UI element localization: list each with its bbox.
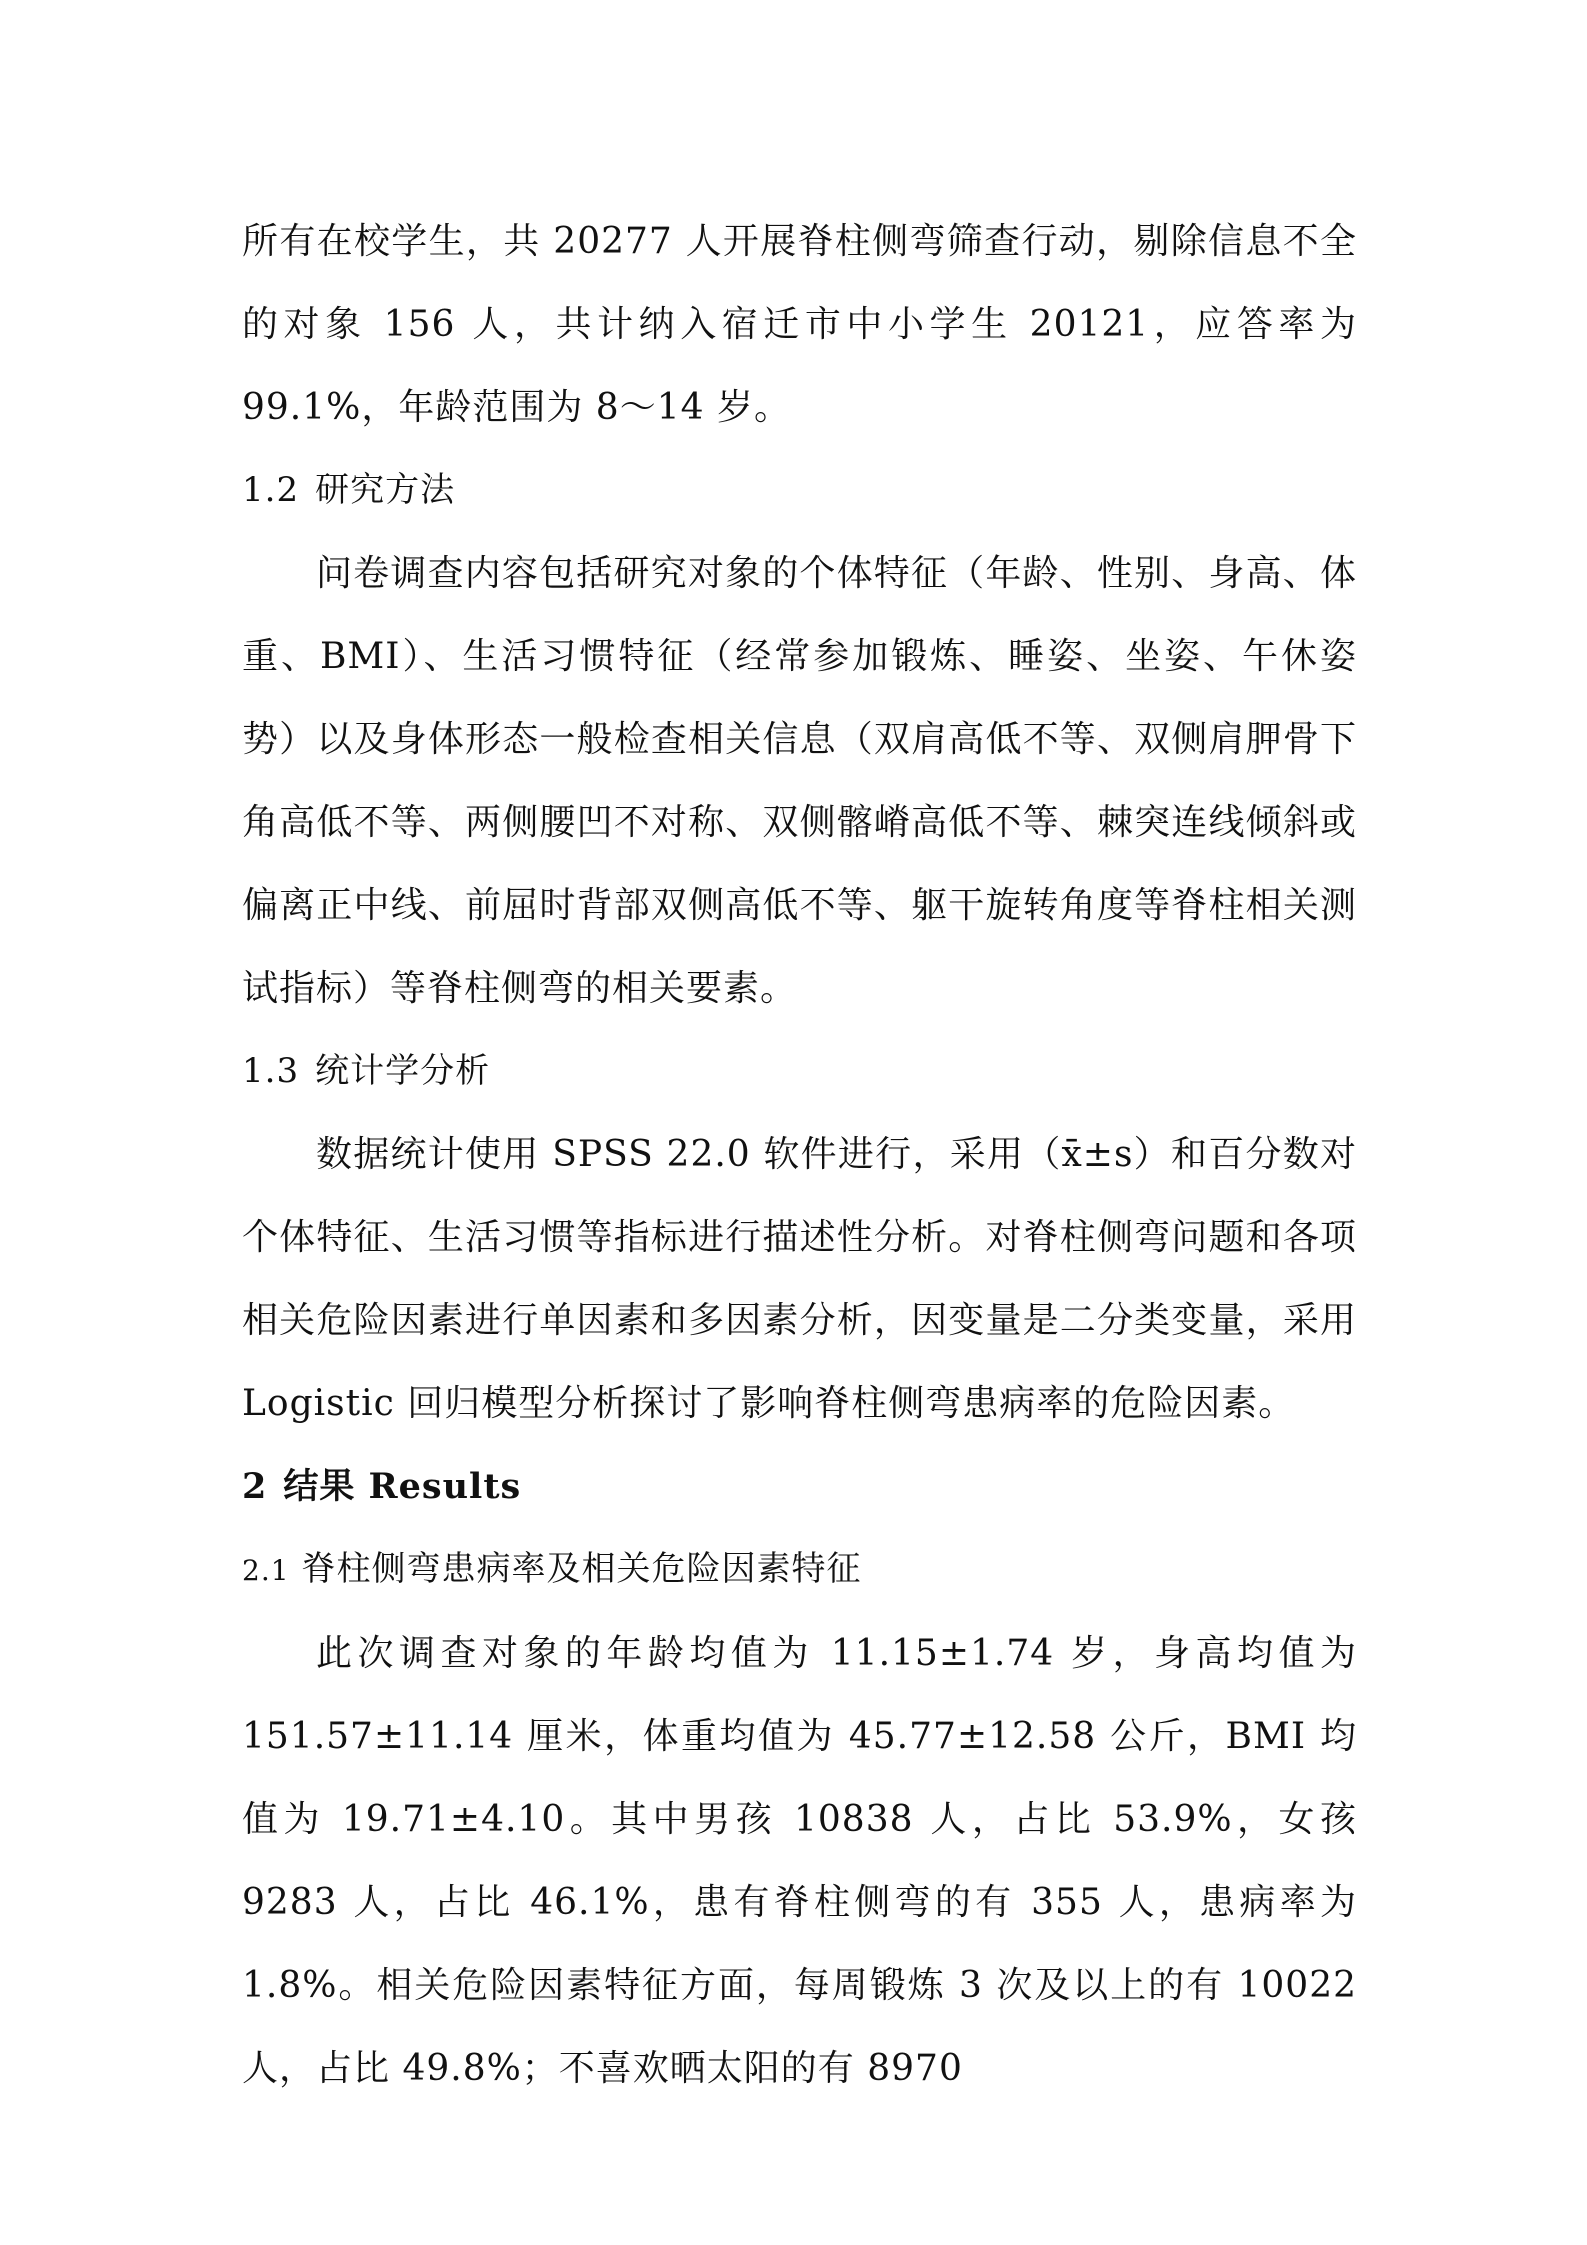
section-title: 研究方法 [315,470,456,510]
section-number: 2.1 [242,1554,290,1587]
section-title: 结果 Results [283,1466,522,1507]
section-number: 2 [242,1466,268,1507]
section-heading-2 [242,1445,1357,1528]
paragraph-study-subjects: 所有在校学生，共 20277 人开展脊柱侧弯筛查行动，剔除信息不全的对象 156 人，共计纳入宿迁市中小学生 20121，应答率为 99.1%，年龄范围为 8～14 岁。 [242,221,1357,428]
section-heading-2-1 [242,1528,1357,1612]
section-heading-1-2 [242,449,1357,532]
paragraph-research-methods: 问卷调查内容包括研究对象的个体特征（年龄、性别、身高、体重、BMI）、生活习惯特征（经常参加锻炼、睡姿、坐姿、午休姿势）以及身体形态一般检查相关信息（双肩高低不等、双侧肩胛骨下角高低不等、两侧腰凹不对称、双侧髂嵴高低不等、棘突连线倾斜或偏离正中线、前屈时背部双侧高低不等、躯干旋转角度等脊柱相关测试指标）等脊柱侧弯的相关要素。 [242,553,1357,1009]
section-number: 1.3 [242,1051,300,1091]
section-title: 统计学分析 [315,1051,491,1091]
section-heading-1-3 [242,1030,1357,1113]
paragraph-statistical-analysis: 数据统计使用 SPSS 22.0 软件进行，采用（x̄±s）和百分数对个体特征、生活习惯等指标进行描述性分析。对脊柱侧弯问题和各项相关危险因素进行单因素和多因素分析，因变量是二分类变量，采用 Logistic 回归模型分析探讨了影响脊柱侧弯患病率的危险因素。 [242,1134,1357,1424]
paragraph-results: 此次调查对象的年龄均值为 11.15±1.74 岁，身高均值为 151.57±11.14 厘米，体重均值为 45.77±12.58 公斤，BMI 均值为 19.71±4.10。其中男孩 10838 人，占比 53.9%，女孩 9283 人，占比 46.1%，患有脊柱侧弯的有 355 人，患病率为 1.8%。相关危险因素特征方面，每周锻炼 3 次及以上的有 10022 人，占比 49.8%；不喜欢晒太阳的有 8970 [242,1633,1357,2089]
section-number: 1.2 [242,470,300,510]
document-page [242,200,1357,2110]
section-title: 脊柱侧弯患病率及相关危险因素特征 [301,1549,862,1589]
